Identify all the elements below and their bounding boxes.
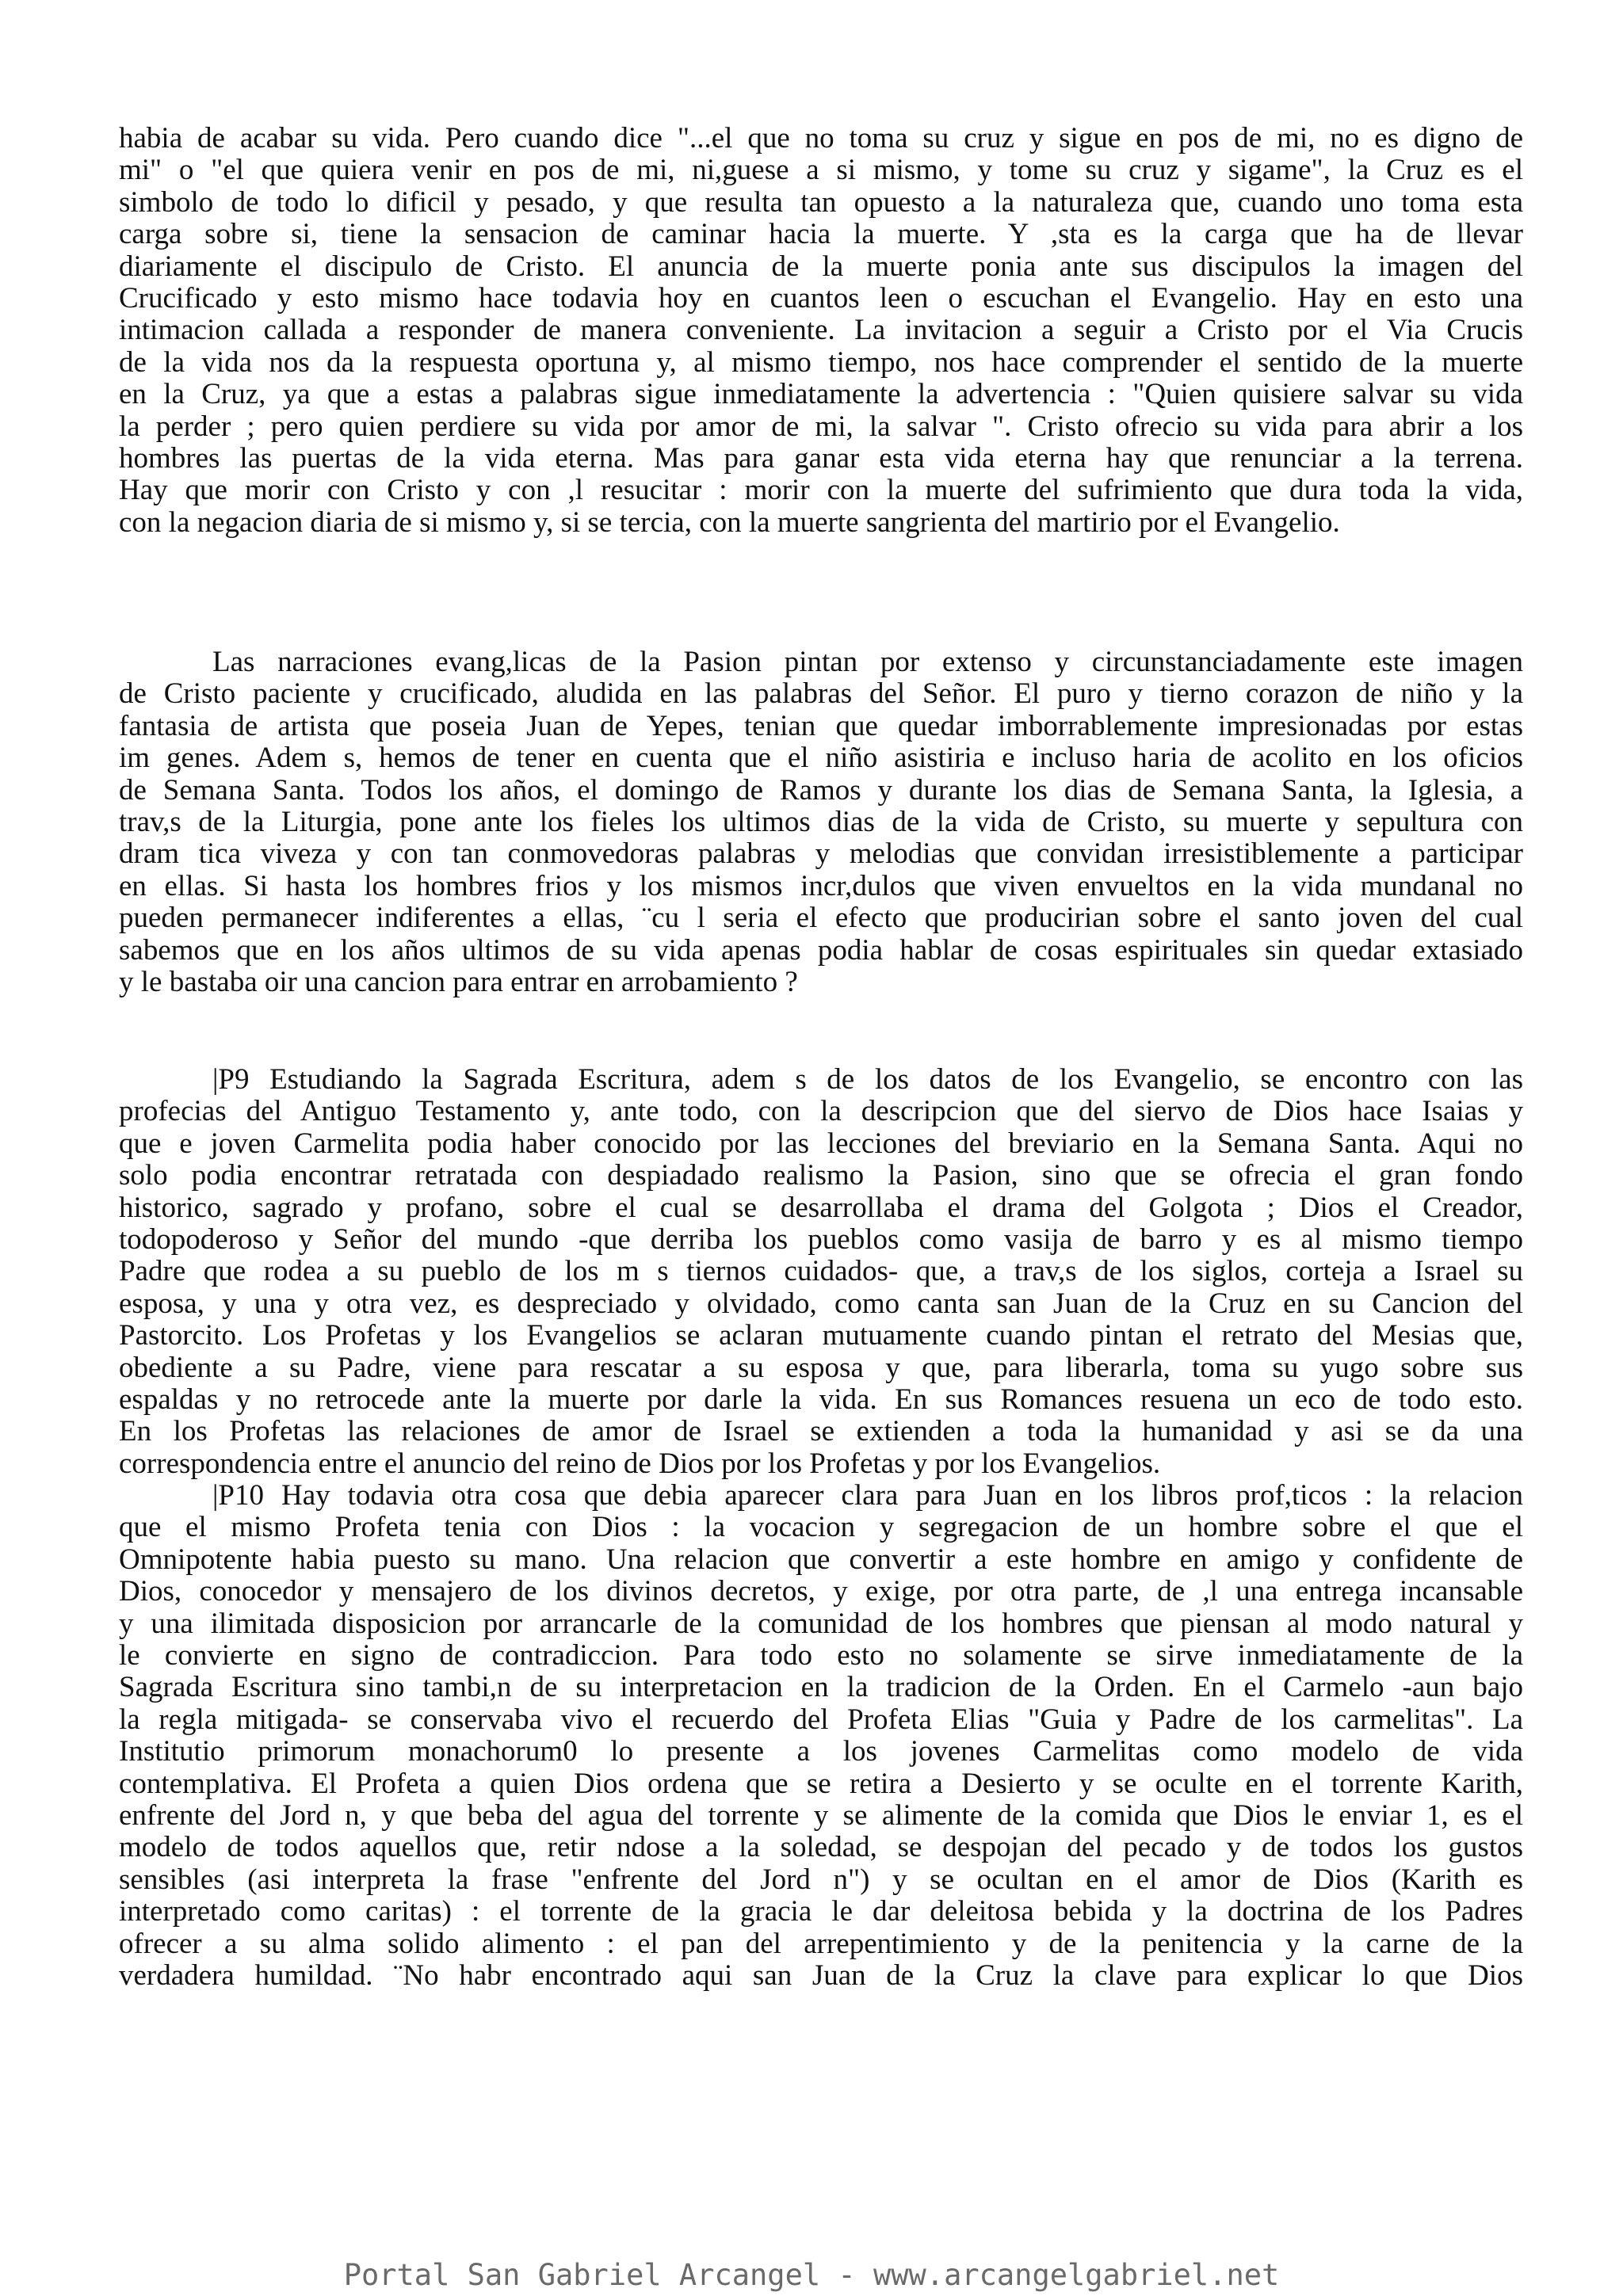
text-line: pueden permanecer indiferentes a ellas, ¨cu l seria el efecto que producirian sobre el santo joven del cual — [119, 902, 1523, 934]
text-line: dram tica viveza y con tan conmovedoras palabras y melodias que convidan irresistiblemente a participar — [119, 837, 1523, 870]
text-line: Hay que morir con Cristo y con ,l resucitar : morir con la muerte del sufrimiento que dura toda la vida, — [119, 474, 1523, 506]
text-line: |P9 Estudiando la Sagrada Escritura, adem s de los datos de los Evangelio, se encontro con las — [212, 1063, 1523, 1096]
text-line: espaldas y no retrocede ante la muerte por darle la vida. En sus Romances resuena un eco de todo esto. — [119, 1383, 1523, 1416]
text-line: profecias del Antiguo Testamento y, ante todo, con la descripcion que del siervo de Dios hace Isaias y — [119, 1095, 1523, 1127]
text-line: la regla mitigada- se conservaba vivo el recuerdo del Profeta Elias "Guia y Padre de los carmelitas". La — [119, 1703, 1523, 1736]
text-line: |P10 Hay todavia otra cosa que debia aparecer clara para Juan en los libros prof,ticos : la relacion — [212, 1479, 1523, 1512]
text-line: en la Cruz, ya que a estas a palabras sigue inmediatamente la advertencia : "Quien quisiere salvar su vida — [119, 378, 1523, 410]
text-line: que el mismo Profeta tenia con Dios : la vocacion y segregacion de un hombre sobre el que el — [119, 1511, 1523, 1543]
text-line: Crucificado y esto mismo hace todavia hoy en cuantos leen o escuchan el Evangelio. Hay en esto una — [119, 282, 1523, 315]
text-line: sabemos que en los años ultimos de su vida apenas podia hablar de cosas espirituales sin quedar extasiado — [119, 934, 1523, 967]
text-line: solo podia encontrar retratada con despiadado realismo la Pasion, sino que se ofrecia el gran fondo — [119, 1159, 1523, 1192]
text-line: contemplativa. El Profeta a quien Dios ordena que se retira a Desierto y se oculte en el torrente Karith, — [119, 1768, 1523, 1800]
text-line: y una ilimitada disposicion por arrancarle de la comunidad de los hombres que piensan al modo natural y — [119, 1608, 1523, 1640]
text-line: trav,s de la Liturgia, pone ante los fieles los ultimos dias de la vida de Cristo, su muerte y sepultura con — [119, 806, 1523, 838]
text-line: mi" o "el que quiera venir en pos de mi, ni,guese a si mismo, y tome su cruz y sigame", la Cruz es el — [119, 154, 1523, 186]
text-line: habia de acabar su vida. Pero cuando dice "...el que no toma su cruz y sigue en pos de mi, no es digno de — [119, 122, 1523, 154]
text-line: hombres las puertas de la vida eterna. Mas para ganar esta vida eterna hay que renunciar a la terrena. — [119, 442, 1523, 475]
text-line: de Cristo paciente y crucificado, aludida en las palabras del Señor. El puro y tierno corazon de niño y la — [119, 677, 1523, 710]
text-line: correspondencia entre el anuncio del reino de Dios por los Profetas y por los Evangelios. — [119, 1447, 1161, 1480]
text-line: Las narraciones evang,licas de la Pasion pintan por extenso y circunstanciadamente este imagen — [212, 646, 1523, 678]
text-line: verdadera humildad. ¨No habr encontrado aqui san Juan de la Cruz la clave para explicar lo que Dios — [119, 1959, 1523, 1992]
text-line: Dios, conocedor y mensajero de los divinos decretos, y exige, por otra parte, de ,l una entrega incansable — [119, 1575, 1523, 1608]
text-line: ofrecer a su alma solido alimento : el pan del arrepentimiento y de la penitencia y la carne de la — [119, 1928, 1523, 1960]
text-line: Pastorcito. Los Profetas y los Evangelios se aclaran mutuamente cuando pintan el retrato del Mesias que, — [119, 1319, 1523, 1352]
text-line: esposa, y una y otra vez, es despreciado y olvidado, como canta san Juan de la Cruz en su Cancion del — [119, 1287, 1523, 1320]
text-line: modelo de todos aquellos que, retir ndose a la soledad, se despojan del pecado y de todos los gustos — [119, 1831, 1523, 1863]
text-line: im genes. Adem s, hemos de tener en cuenta que el niño asistiria e incluso haria de acolito en los oficios — [119, 742, 1523, 774]
text-line: fantasia de artista que poseia Juan de Yepes, tenian que quedar imborrablemente impresionadas por estas — [119, 710, 1523, 742]
text-line: de Semana Santa. Todos los años, el domingo de Ramos y durante los dias de Semana Santa, la Iglesia, a — [119, 774, 1523, 807]
text-line: con la negacion diaria de si mismo y, si se tercia, con la muerte sangrienta del martirio por el Evangelio. — [119, 506, 1340, 539]
text-line: le convierte en signo de contradiccion. Para todo esto no solamente se sirve inmediatamente de la — [119, 1639, 1523, 1672]
text-line: obediente a su Padre, viene para rescatar a su esposa y que, para liberarla, toma su yugo sobre sus — [119, 1352, 1523, 1384]
text-line: simbolo de todo lo dificil y pesado, y que resulta tan opuesto a la naturaleza que, cuando uno toma esta — [119, 186, 1523, 219]
text-line: En los Profetas las relaciones de amor de Israel se extienden a toda la humanidad y asi se da una — [119, 1415, 1523, 1447]
text-line: la perder ; pero quien perdiere su vida por amor de mi, la salvar ". Cristo ofrecio su vida para abrir a los — [119, 410, 1523, 443]
text-line: Institutio primorum monachorum0 lo presente a los jovenes Carmelitas como modelo de vida — [119, 1735, 1523, 1768]
text-line: de la vida nos da la respuesta oportuna y, al mismo tiempo, nos hace comprender el sentido de la muerte — [119, 346, 1523, 379]
text-line: interpretado como caritas) : el torrente de la gracia le dar deleitosa bebida y la doctrina de los Padres — [119, 1895, 1523, 1928]
text-line: sensibles (asi interpreta la frase "enfrente del Jord n") y se ocultan en el amor de Dios (Karith es — [119, 1863, 1523, 1896]
text-line: carga sobre si, tiene la sensacion de caminar hacia la muerte. Y ,sta es la carga que ha de llevar — [119, 218, 1523, 250]
text-line: que e joven Carmelita podia haber conocido por las lecciones del breviario en la Semana Santa. Aqui no — [119, 1127, 1523, 1160]
text-line: Omnipotente habia puesto su mano. Una relacion que convertir a este hombre en amigo y confidente de — [119, 1543, 1523, 1576]
text-line: historico, sagrado y profano, sobre el cual se desarrollaba el drama del Golgota ; Dios el Creador, — [119, 1192, 1523, 1224]
text-line: todopoderoso y Señor del mundo -que derriba los pueblos como vasija de barro y es al mismo tiempo — [119, 1223, 1523, 1256]
text-line: y le bastaba oir una cancion para entrar en arrobamiento ? — [119, 966, 798, 998]
text-line: Padre que rodea a su pueblo de los m s tiernos cuidados- que, a trav,s de los siglos, corteja a Israel su — [119, 1255, 1523, 1287]
text-line: Sagrada Escritura sino tambi,n de su interpretacion en la tradicion de la Orden. En el Carmelo -aun bajo — [119, 1671, 1523, 1703]
page-footer: Portal San Gabriel Arcangel - www.arcangelgabriel.net — [343, 2258, 1280, 2292]
text-line: en ellas. Si hasta los hombres frios y los mismos incr,dulos que viven envueltos en la vida mundanal no — [119, 870, 1523, 902]
text-line: intimacion callada a responder de manera conveniente. La invitacion a seguir a Cristo por el Via Crucis — [119, 314, 1523, 346]
text-line: diariamente el discipulo de Cristo. El anuncia de la muerte ponia ante sus discipulos la imagen del — [119, 250, 1523, 283]
text-line: enfrente del Jord n, y que beba del agua del torrente y se alimente de la comida que Dios le enviar 1, es el — [119, 1799, 1523, 1832]
